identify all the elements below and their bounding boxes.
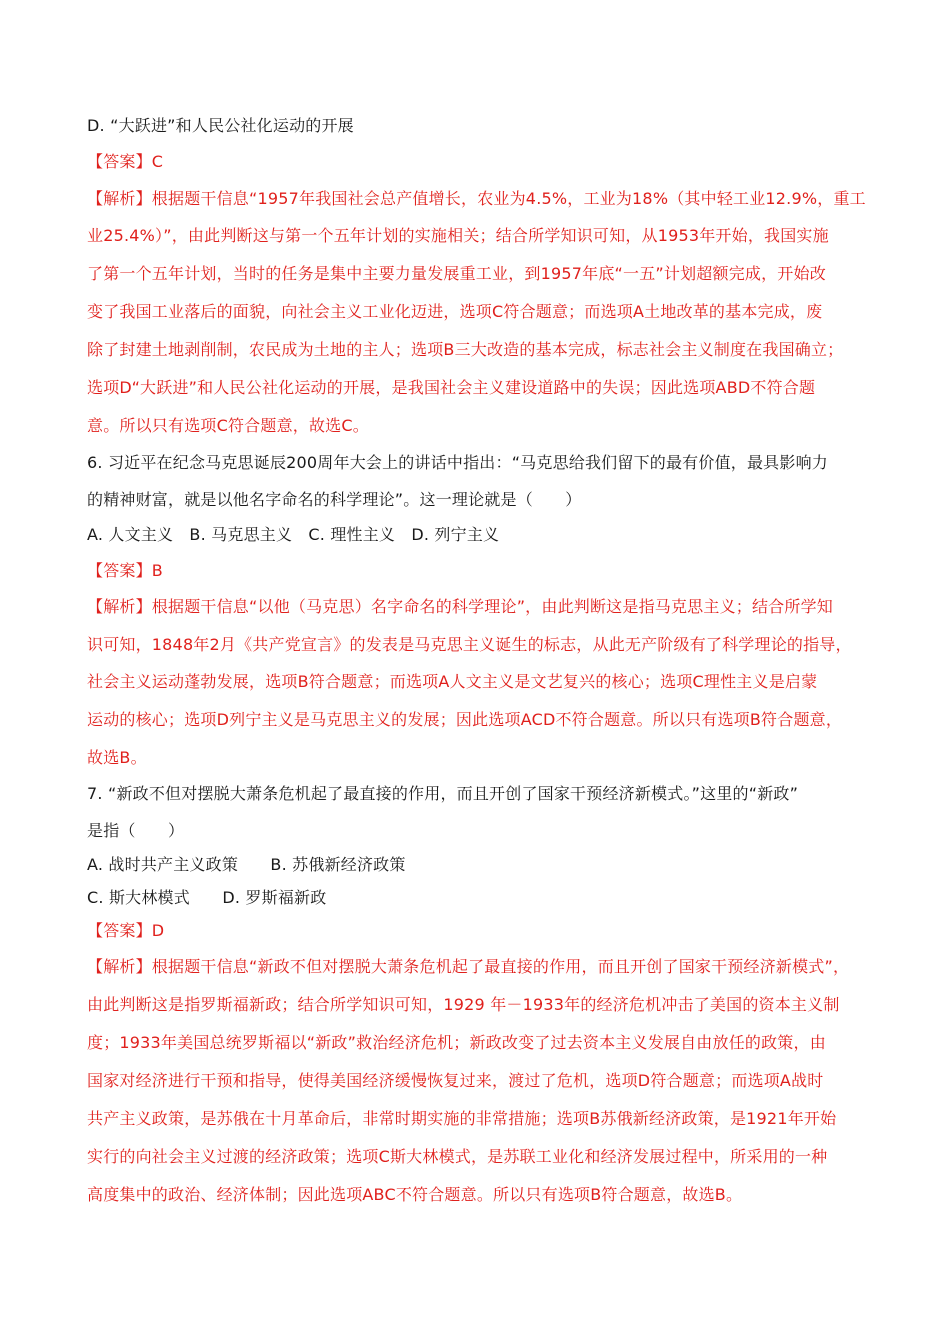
q7-analysis-line: 【解析】根据题干信息“新政不但对摆脱大萧条危机起了最直接的作用，而且开创了国家干预经济新模式”， <box>87 957 850 976</box>
q7-analysis-line: 国家对经济进行干预和指导，使得美国经济缓慢恢复过来，渡过了危机，选项D符合题意；而选项A战时 <box>87 1071 824 1090</box>
q5-analysis-line: 选项D“大跃进”和人民公社化运动的开展，是我国社会主义建设道路中的失误；因此选项ABD不符合题 <box>87 378 816 397</box>
q7-stem-line: 是指（ ） <box>87 821 185 840</box>
q6-options: A. 人文主义 B. 马克思主义 C. 理性主义 D. 列宁主义 <box>87 525 500 544</box>
q7-options-line: C. 斯大林模式 D. 罗斯福新政 <box>87 888 327 907</box>
q6-stem-line: 的精神财富，就是以他名字命名的科学理论”。这一理论就是（ ） <box>87 490 582 509</box>
q7-stem-line: 7. “新政不但对摆脱大萧条危机起了最直接的作用，而且开创了国家干预经济新模式。”这里的“新政” <box>87 784 799 803</box>
q7-analysis-line: 共产主义政策，是苏俄在十月革命后，非常时期实施的非常措施；选项B苏俄新经济政策，是1921年开始 <box>87 1109 837 1128</box>
q6-answer: 【答案】B <box>87 561 163 580</box>
q7-analysis-line: 高度集中的政治、经济体制；因此选项ABC不符合题意。所以只有选项B符合题意，故选B。 <box>87 1185 743 1204</box>
q5-analysis-line: 意。所以只有选项C符合题意，故选C。 <box>87 416 369 435</box>
q6-analysis-line: 故选B。 <box>87 748 147 767</box>
q7-analysis-line: 由此判断这是指罗斯福新政；结合所学知识可知，1929 年－1933年的经济危机冲击了美国的资本主义制 <box>87 995 840 1014</box>
q6-analysis-line: 【解析】根据题干信息“以他（马克思）名字命名的科学理论”，由此判断这是指马克思主义；结合所学知 <box>87 597 833 616</box>
q7-analysis-line: 实行的向社会主义过渡的经济政策；选项C斯大林模式，是苏联工业化和经济发展过程中，所采用的一种 <box>87 1147 828 1166</box>
q7-answer: 【答案】D <box>87 921 165 940</box>
q7-analysis-line: 度；1933年美国总统罗斯福以“新政”救治经济危机；新政改变了过去资本主义发展自由放任的政策，由 <box>87 1033 826 1052</box>
q5-option-d: D. “大跃进”和人民公社化运动的开展 <box>87 116 354 135</box>
q5-analysis-line: 变了我国工业落后的面貌，向社会主义工业化迈进，选项C符合题意；而选项A土地改革的基本完成，废 <box>87 302 823 321</box>
q5-analysis-line: 除了封建土地剥削制，农民成为土地的主人；选项B三大改造的基本完成，标志社会主义制度在我国确立； <box>87 340 844 359</box>
q6-analysis-line: 运动的核心；选项D列宁主义是马克思主义的发展；因此选项ACD不符合题意。所以只有选项B符合题意， <box>87 710 843 729</box>
q6-analysis-line: 识可知，1848年2月《共产党宣言》的发表是马克思主义诞生的标志，从此无产阶级有了科学理论的指导， <box>87 635 852 654</box>
q5-answer: 【答案】C <box>87 152 164 171</box>
q5-analysis-line: 了第一个五年计划，当时的任务是集中主要力量发展重工业，到1957年底“一五”计划超额完成，开始改 <box>87 264 826 283</box>
q5-analysis-line: 【解析】根据题干信息“1957年我国社会总产值增长，农业为4.5%，工业为18%（其中轻工业12.9%，重工 <box>87 189 866 208</box>
q7-options-line: A. 战时共产主义政策 B. 苏俄新经济政策 <box>87 855 406 874</box>
q6-analysis-line: 社会主义运动蓬勃发展，选项B符合题意；而选项A人文主义是文艺复兴的核心；选项C理性主义是启蒙 <box>87 672 818 691</box>
q5-analysis-line: 业25.4%）”，由此判断这与第一个五年计划的实施相关；结合所学知识可知，从1953年开始，我国实施 <box>87 226 829 245</box>
q6-stem-line: 6. 习近平在纪念马克思诞辰200周年大会上的讲话中指出：“马克思给我们留下的最有价值，最具影响力 <box>87 453 828 472</box>
